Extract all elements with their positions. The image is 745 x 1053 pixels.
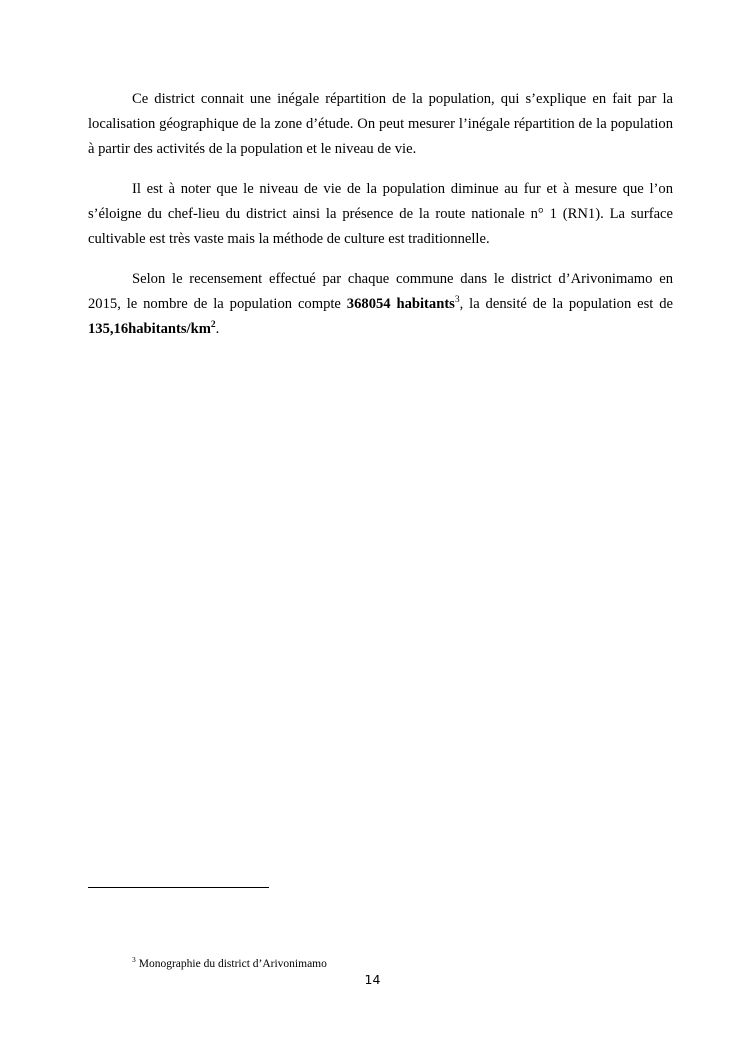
footnote-marker: 3 xyxy=(132,955,136,965)
paragraph-3-text-3: . xyxy=(215,321,220,337)
density-value: 135,16habitants/km xyxy=(88,321,211,337)
footnote-reference: 3 xyxy=(454,295,460,306)
page-number: 14 xyxy=(364,972,381,987)
paragraph-3 xyxy=(88,267,673,342)
footnote-separator xyxy=(88,887,269,888)
paragraph-3-text-1: Selon le recensement effectué par chaque commune dans le district d’Arivonimamo en 2015, le nombre de la population compte xyxy=(88,271,673,312)
footnote xyxy=(132,957,327,971)
paragraph-1: Ce district connait une inégale répartition de la population, qui s’explique en fait par la localisation géographique de la zone d’étude. On peut mesurer l’inégale répartition de la population à partir des activités de la population et le niveau de vie. xyxy=(88,91,673,157)
density-exponent: 2 xyxy=(210,320,216,331)
body-text xyxy=(88,87,673,357)
paragraph-3-text-2: , la densité de la population est de xyxy=(459,296,673,312)
density-figure xyxy=(88,321,216,337)
paragraph-2: Il est à noter que le niveau de vie de la population diminue au fur et à mesure que l’on s’éloigne du chef-lieu du district ainsi la présence de la route nationale n° 1 (RN1). La surface cultivable est très vaste mais la méthode de culture est traditionnelle. xyxy=(88,181,673,247)
footnote-text: Monographie du district d’Arivonimamo xyxy=(138,958,327,970)
population-figure: 368054 habitants xyxy=(346,296,455,312)
